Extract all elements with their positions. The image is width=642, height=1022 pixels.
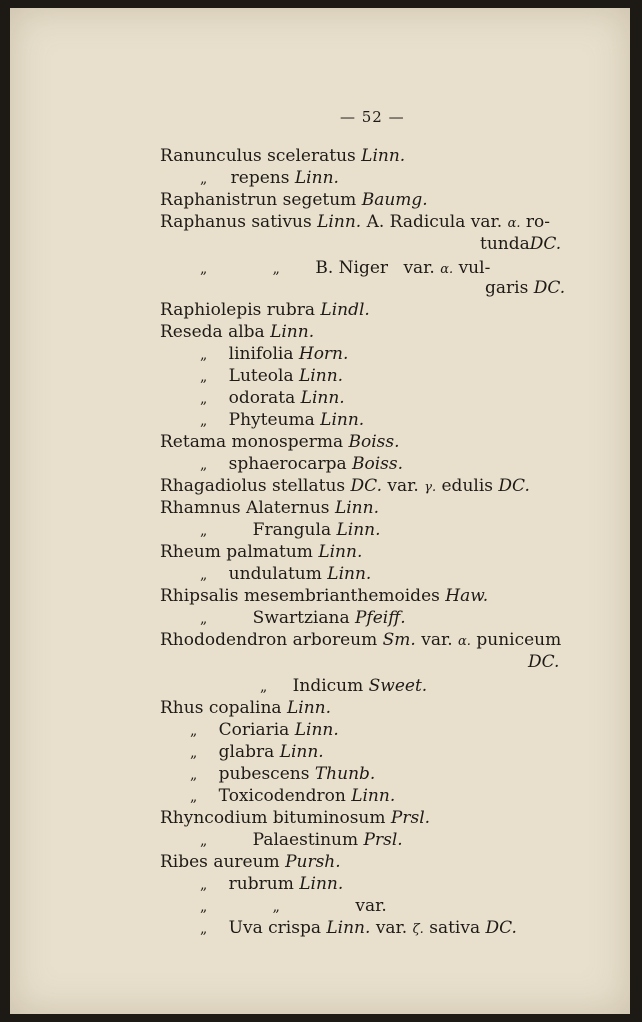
author: Linn.	[334, 498, 379, 518]
genus: Rhus	[160, 698, 204, 718]
entry-line	[200, 520, 381, 541]
entry-line	[200, 410, 364, 431]
entry-line	[200, 830, 403, 851]
author: Baumg.	[361, 190, 428, 210]
species: linifolia	[228, 344, 294, 364]
entry-line	[190, 742, 324, 763]
entry-line	[160, 212, 550, 234]
variety-name: ro-	[525, 212, 550, 232]
entry-line	[160, 852, 341, 872]
ditto-mark: „	[190, 767, 198, 783]
entry-line	[200, 564, 371, 585]
entry-line	[200, 918, 517, 940]
entry-line	[160, 322, 314, 342]
species: bituminosum	[272, 808, 386, 828]
author: Boiss.	[352, 454, 404, 474]
genus: Raphanus	[160, 212, 246, 232]
ditto-mark: „	[200, 457, 208, 473]
entry-line	[200, 366, 343, 387]
ditto-mark: „	[200, 899, 208, 915]
ditto-mark: „	[200, 523, 208, 539]
species: Uva crispa	[228, 918, 321, 938]
entry-line	[160, 432, 400, 452]
entry-line	[528, 652, 559, 672]
author: Linn.	[326, 918, 371, 938]
species: Frangula	[252, 520, 332, 540]
entry-line	[190, 720, 339, 741]
ditto-mark: „	[260, 679, 268, 695]
author: Prsl.	[363, 830, 403, 850]
entry-line	[160, 630, 561, 652]
ditto-mark: „	[200, 833, 208, 849]
author: Haw.	[445, 586, 489, 606]
author: Linn.	[327, 564, 372, 584]
variety-group: B. Niger	[315, 258, 389, 278]
entry-line	[160, 542, 362, 562]
species: Toxicodendron	[218, 786, 346, 806]
author: Linn.	[270, 322, 315, 342]
ditto-mark: „	[200, 567, 208, 583]
entry-line	[200, 896, 387, 917]
genus: Rhipsalis	[160, 586, 239, 606]
author: Sm.	[382, 630, 416, 650]
greek-letter: α.	[458, 634, 471, 649]
author: Linn.	[286, 698, 331, 718]
species: Phyteuma	[228, 410, 315, 430]
genus: Raphanistrun	[160, 190, 278, 210]
genus: Rhyncodium	[160, 808, 268, 828]
variety-label: var.	[375, 918, 408, 938]
species: alba	[228, 322, 265, 342]
variety-name: puniceum	[476, 630, 562, 650]
ditto-mark: „	[200, 877, 208, 893]
species: rubrum	[228, 874, 294, 894]
entry-line	[200, 168, 339, 189]
ditto-mark: „	[200, 347, 208, 363]
author: Linn.	[320, 410, 365, 430]
genus: Rhododendron	[160, 630, 288, 650]
variety-name: edulis	[441, 476, 493, 496]
genus: Rhagadiolus	[160, 476, 267, 496]
author: Horn.	[298, 344, 349, 364]
entry-line	[200, 258, 490, 280]
species: copalina	[208, 698, 282, 718]
species: mesembrianthemoides	[243, 586, 440, 606]
entry-line	[160, 586, 488, 606]
genus: Ribes	[160, 852, 208, 872]
species: odorata	[228, 388, 296, 408]
greek-letter: ζ.	[412, 922, 424, 937]
species: Luteola	[228, 366, 294, 386]
entry-line	[160, 190, 428, 210]
author: Linn.	[279, 742, 324, 762]
author: Linn.	[361, 146, 406, 166]
author: Pfeiff.	[354, 608, 406, 628]
author: Linn.	[336, 520, 381, 540]
species: Swartziana	[252, 608, 350, 628]
ditto-mark: „	[200, 611, 208, 627]
ditto-mark: „	[200, 391, 208, 407]
greek-letter: α.	[440, 262, 454, 277]
entry-line	[160, 808, 430, 828]
continuation: tunda	[480, 234, 530, 254]
author: DC.	[485, 918, 517, 938]
species: Alaternus	[246, 498, 330, 518]
ditto-mark: „	[272, 899, 280, 915]
species: Coriaria	[218, 720, 290, 740]
continuation: garis	[485, 278, 529, 298]
variety-label: A. Radicula var.	[366, 212, 503, 232]
author: Linn.	[294, 720, 339, 740]
entry-line	[190, 764, 375, 785]
entry-line	[480, 234, 561, 254]
species: arboreum	[292, 630, 378, 650]
entry-line	[200, 344, 348, 365]
ditto-mark: „	[200, 413, 208, 429]
author: DC.	[533, 278, 566, 298]
ditto-mark: „	[200, 261, 208, 277]
author: Boiss.	[348, 432, 400, 452]
species: sphaerocarpa	[228, 454, 347, 474]
genus: Rhamnus	[160, 498, 241, 518]
ditto-mark: „	[200, 171, 208, 187]
species: stellatus	[271, 476, 346, 496]
species: sativus	[251, 212, 312, 232]
entry-line	[160, 476, 530, 498]
ditto-mark: „	[200, 921, 208, 937]
author: DC.	[529, 234, 562, 254]
author: Prsl.	[390, 808, 431, 828]
greek-letter: γ.	[424, 480, 437, 495]
book-page	[10, 8, 630, 1014]
ditto-mark: „	[272, 261, 280, 277]
species: Palaestinum	[252, 830, 359, 850]
page-number: — 52 —	[340, 108, 405, 126]
variety-name: vul-	[458, 258, 491, 278]
author: Linn.	[318, 542, 363, 562]
species: repens	[230, 168, 290, 188]
genus: Raphiolepis	[160, 300, 262, 320]
variety-label: var.	[387, 476, 419, 496]
species: rubra	[266, 300, 316, 320]
author: Sweet.	[368, 676, 428, 696]
entry-line	[200, 874, 343, 895]
variety-label: var.	[421, 630, 453, 650]
entry-line	[190, 786, 395, 807]
species: palmatum	[226, 542, 313, 562]
author: DC.	[528, 652, 560, 672]
species: sceleratus	[267, 146, 356, 166]
species: segetum	[282, 190, 357, 210]
author: Lindl.	[320, 300, 370, 320]
species: monosperma	[231, 432, 344, 452]
author: Linn.	[294, 168, 339, 188]
author: DC.	[350, 476, 382, 496]
entry-line	[260, 676, 427, 697]
entry-line	[200, 388, 345, 409]
entry-line	[160, 300, 370, 320]
author: Thunb.	[314, 764, 376, 784]
author: Linn.	[300, 388, 345, 408]
variety-label: var.	[403, 258, 435, 278]
ditto-mark: „	[190, 789, 198, 805]
genus: Rheum	[160, 542, 221, 562]
author: Pursh.	[285, 852, 341, 872]
author: Linn.	[299, 874, 344, 894]
author: Linn.	[351, 786, 396, 806]
genus: Reseda	[160, 322, 223, 342]
ditto-mark: „	[190, 723, 198, 739]
genus: Ranunculus	[160, 146, 262, 166]
variety-name: sativa	[429, 918, 481, 938]
entry-line	[160, 498, 379, 518]
entry-line	[160, 146, 405, 166]
entry-line	[200, 454, 403, 475]
author: Linn.	[299, 366, 344, 386]
entry-line	[200, 608, 406, 629]
entry-line	[160, 698, 331, 718]
entry-line	[485, 278, 565, 298]
species: Indicum	[292, 676, 364, 696]
genus: Retama	[160, 432, 227, 452]
ditto-mark: „	[190, 745, 198, 761]
author: Linn.	[317, 212, 362, 232]
author: DC.	[498, 476, 530, 496]
species: undulatum	[228, 564, 322, 584]
species: glabra	[218, 742, 275, 762]
variety-label: var.	[355, 896, 387, 916]
species: pubescens	[218, 764, 310, 784]
greek-letter: α.	[507, 216, 521, 231]
ditto-mark: „	[200, 369, 208, 385]
species: aureum	[213, 852, 280, 872]
